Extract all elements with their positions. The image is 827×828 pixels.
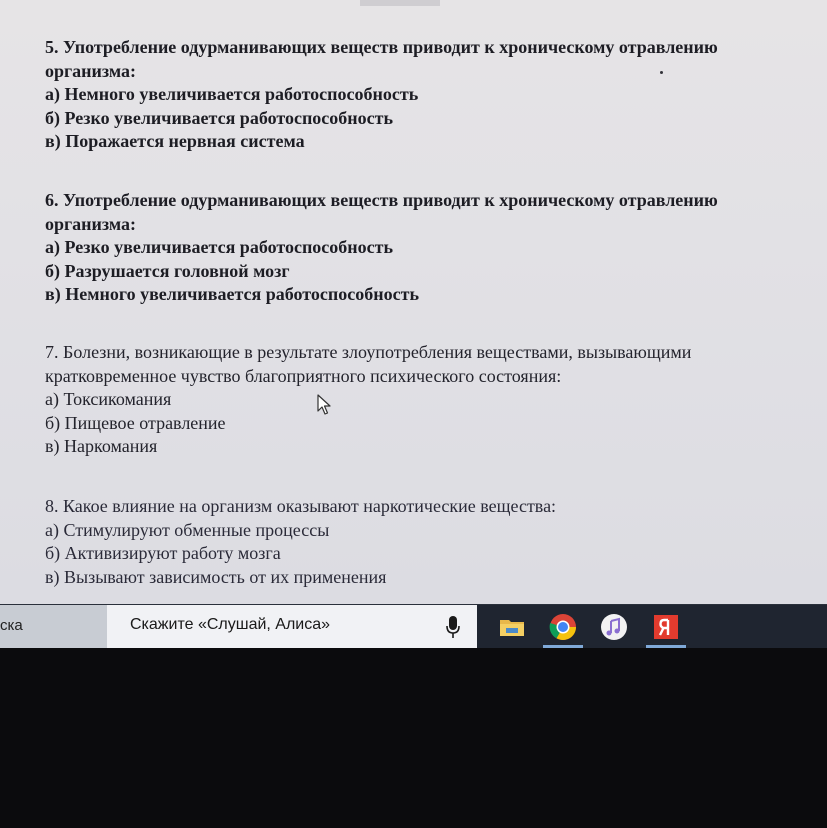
question-title: 8. Какое влияние на организм оказывают наркотические вещества: <box>45 496 557 516</box>
question-8 <box>45 495 805 589</box>
chrome-icon[interactable] <box>548 612 578 642</box>
question-5 <box>45 36 805 154</box>
answer-option: а) Стимулируют обменные процессы <box>45 519 330 540</box>
answer-option: б) Активизируют работу мозга <box>45 543 281 563</box>
folder-icon[interactable] <box>497 612 527 642</box>
alice-voice-search-box[interactable] <box>107 605 477 648</box>
question-7 <box>45 341 805 459</box>
mouse-pointer-icon <box>316 394 334 416</box>
answer-option: в) Вызывают зависимость от их применения <box>45 566 387 587</box>
yandex-browser-icon[interactable] <box>651 612 681 642</box>
top-edge <box>360 0 440 6</box>
microphone-icon[interactable] <box>445 614 461 640</box>
answer-option: в) Наркомания <box>45 436 158 456</box>
taskbar <box>0 604 827 648</box>
question-title: 5. Употребление одурманивающих веществ приводит к хроническому отравлению организма: <box>45 37 718 81</box>
answer-option: в) Поражается нервная система <box>45 131 305 151</box>
question-title: 7. Болезни, возникающие в результате злоупотребления веществами, вызывающими кратковременное чувство благоприятного психического состояния: <box>45 342 692 386</box>
taskbar-search-label-area[interactable] <box>0 605 107 648</box>
answer-option: б) Резко увеличивается работоспособность <box>45 107 394 128</box>
answer-option: а) Резко увеличивается работоспособность <box>45 237 394 257</box>
answer-option: б) Пищевое отравление <box>45 412 226 433</box>
monitor-bezel <box>0 648 827 828</box>
question-6 <box>45 189 805 307</box>
answer-option: а) Токсикомания <box>45 389 172 409</box>
answer-option: а) Немного увеличивается работоспособность <box>45 84 419 104</box>
stray-dot <box>660 71 663 74</box>
answer-option: в) Немного увеличивается работоспособность <box>45 284 419 304</box>
music-icon[interactable] <box>599 612 629 642</box>
alice-prompt-text: Скажите «Слушай, Алиса» <box>130 616 331 633</box>
answer-option: б) Разрушается головной мозг <box>45 260 290 281</box>
question-title: 6. Употребление одурманивающих веществ приводит к хроническому отравлению организма: <box>45 190 718 234</box>
taskbar-left-label: ска <box>0 617 23 634</box>
